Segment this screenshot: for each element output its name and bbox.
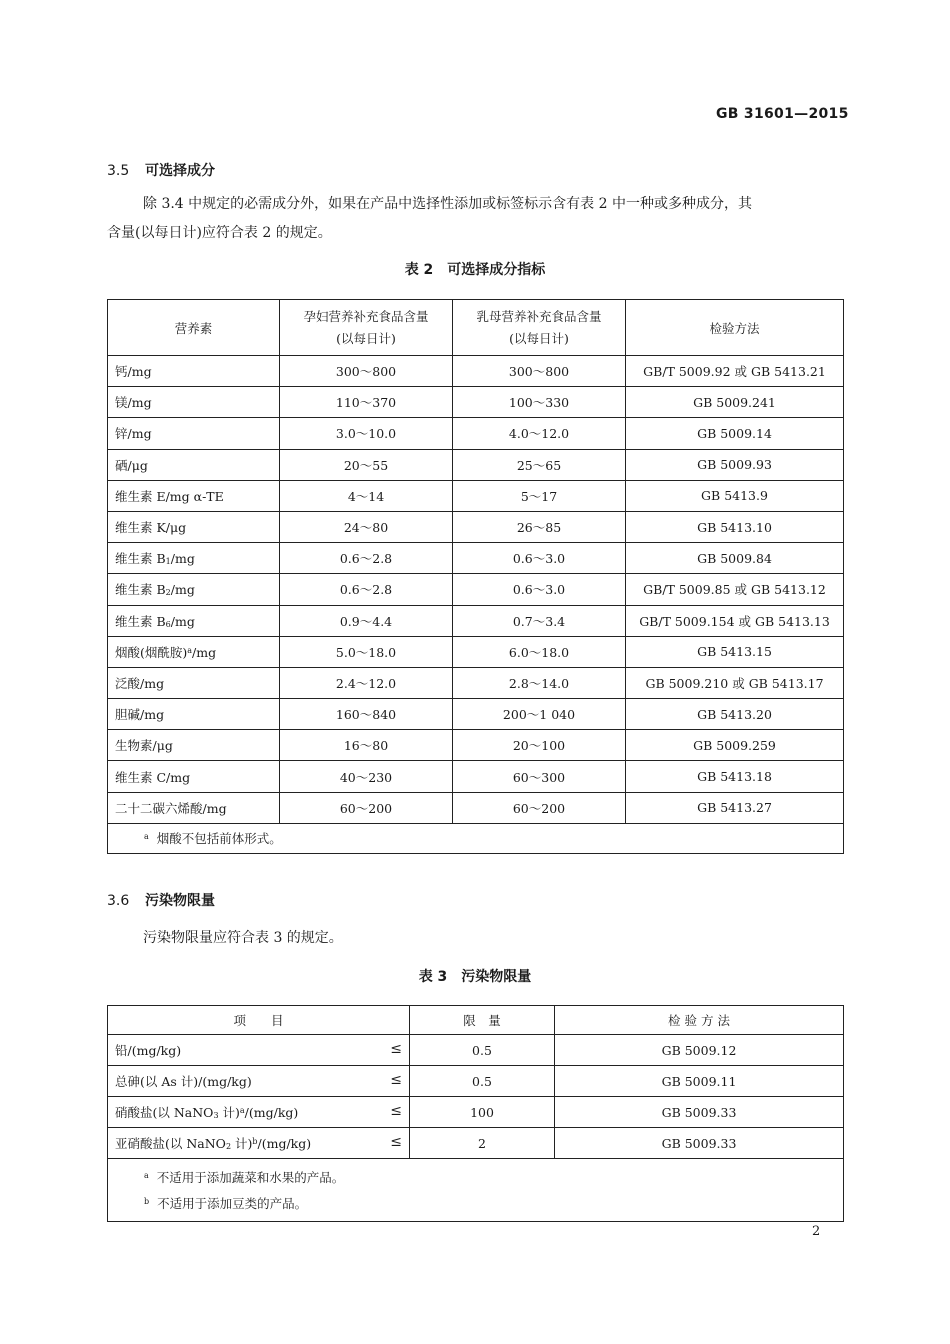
cell-lactating: 26～85 — [453, 511, 626, 542]
table-row — [108, 574, 844, 605]
table-row — [108, 1066, 844, 1097]
cell-pregnant: 24～80 — [280, 511, 453, 542]
cell-item — [108, 1066, 410, 1097]
cell-lactating: 60～300 — [453, 761, 626, 792]
table-row — [108, 667, 844, 698]
cell-text: /mg — [170, 551, 195, 567]
header-nutrient: 营养素 — [108, 300, 280, 356]
table-row — [108, 792, 844, 823]
header-line: (以每日计) — [336, 330, 396, 346]
table-note — [144, 1164, 836, 1190]
table-row — [108, 699, 844, 730]
cell-lactating: 200～1 040 — [453, 699, 626, 730]
cell-lactating: 0.6～3.0 — [453, 574, 626, 605]
table-row — [108, 356, 844, 387]
cell-nutrient — [108, 667, 280, 698]
cell-pregnant: 0.6～2.8 — [280, 543, 453, 574]
table-header-row — [108, 300, 844, 356]
cell-nutrient — [108, 605, 280, 636]
cell-lactating: 0.6～3.0 — [453, 543, 626, 574]
cell-nutrient — [108, 730, 280, 761]
cell-lactating: 60～200 — [453, 792, 626, 823]
cell-method: GB 5009.14 — [626, 418, 844, 449]
subscript: 1 — [165, 557, 171, 567]
cell-lactating: 4.0～12.0 — [453, 418, 626, 449]
note-marker: a — [144, 1171, 149, 1180]
cell-nutrient — [108, 574, 280, 605]
paragraph-line: 含量(以每日计)应符合表 2 的规定。 — [107, 225, 332, 241]
cell-lactating: 0.7～3.4 — [453, 605, 626, 636]
cell-nutrient — [108, 699, 280, 730]
cell-text: 二十二碳六烯酸/mg — [115, 800, 227, 816]
cell-nutrient — [108, 356, 280, 387]
header-line: (以每日计) — [509, 330, 569, 346]
cell-nutrient — [108, 511, 280, 542]
cell-pregnant: 4～14 — [280, 480, 453, 511]
cell-text: 亚硝酸盐(以 NaNO — [115, 1136, 226, 1151]
cell-text: /mg — [170, 613, 195, 629]
cell-method: GB 5413.9 — [626, 480, 844, 511]
cell-text: 生物素/μg — [115, 738, 173, 754]
cell-lactating: 2.8～14.0 — [453, 667, 626, 698]
subscript: 3 — [213, 1111, 219, 1120]
le-symbol: ≤ — [390, 1041, 402, 1057]
cell-text: 硒/μg — [115, 457, 148, 473]
cell-text: 硝酸盐(以 NaNO — [115, 1105, 214, 1120]
cell-lactating: 100～330 — [453, 387, 626, 418]
section-3-6-heading — [107, 890, 215, 910]
cell-text: 维生素 B — [115, 582, 166, 598]
section-3-6-paragraph: 污染物限量应符合表 3 的规定。 — [143, 930, 343, 946]
cell-lactating: 20～100 — [453, 730, 626, 761]
table-row — [108, 730, 844, 761]
subscript: 6 — [165, 619, 171, 629]
cell-lactating: 6.0～18.0 — [453, 636, 626, 667]
note-text: 烟酸不包括前体形式。 — [156, 831, 282, 847]
cell-pregnant: 2.4～12.0 — [280, 667, 453, 698]
cell-pregnant: 40～230 — [280, 761, 453, 792]
table-3 — [107, 1005, 844, 1222]
section-number: 3.5 — [107, 163, 130, 179]
cell-nutrient — [108, 387, 280, 418]
cell-text: 烟酸(烟酰胺) — [115, 644, 188, 660]
paragraph-line: 除 3.4 中规定的必需成分外，如果在产品中选择性添加或标签标示含有表 2 中一种或多种成分，其 — [143, 196, 752, 212]
table-row — [108, 1097, 844, 1128]
cell-text: 镁/mg — [115, 395, 152, 411]
table-row — [108, 761, 844, 792]
cell-lactating: 300～800 — [453, 356, 626, 387]
cell-text: 维生素 B — [115, 613, 166, 629]
cell-nutrient — [108, 480, 280, 511]
cell-text: /mg — [170, 582, 195, 598]
cell-text: 维生素 C/mg — [115, 769, 191, 785]
note-text: 不适用于添加豆类的产品。 — [157, 1196, 308, 1211]
cell-method: GB 5009.33 — [555, 1097, 844, 1128]
superscript: a — [239, 1106, 245, 1115]
section-3-5-heading — [107, 160, 215, 180]
cell-method: GB/T 5009.92 或 GB 5413.21 — [626, 356, 844, 387]
le-symbol: ≤ — [390, 1134, 402, 1150]
cell-method: GB 5009.241 — [626, 387, 844, 418]
cell-nutrient — [108, 418, 280, 449]
cell-text: 维生素 B — [115, 551, 166, 567]
cell-limit: 100 — [410, 1097, 555, 1128]
cell-text: 钙/mg — [115, 364, 152, 380]
table-row — [108, 605, 844, 636]
cell-text: /(mg/kg) — [257, 1136, 312, 1151]
cell-pregnant: 5.0～18.0 — [280, 636, 453, 667]
cell-lactating: 5～17 — [453, 480, 626, 511]
cell-method: GB 5413.27 — [626, 792, 844, 823]
cell-text: 计) — [218, 1105, 240, 1120]
table-2 — [107, 299, 844, 854]
cell-text: 总砷(以 As 计)/(mg/kg) — [115, 1074, 252, 1089]
section-number: 3.6 — [107, 893, 130, 909]
cell-pregnant: 3.0～10.0 — [280, 418, 453, 449]
header-item: 项 目 — [108, 1006, 410, 1035]
header-limit: 限 量 — [410, 1006, 555, 1035]
cell-text: 铅/(mg/kg) — [115, 1043, 182, 1058]
cell-text: 胆碱/mg — [115, 707, 165, 723]
note-text: 不适用于添加蔬菜和水果的产品。 — [156, 1170, 345, 1185]
cell-method: GB 5009.93 — [626, 449, 844, 480]
subscript: 2 — [225, 1142, 232, 1151]
cell-method: GB 5009.33 — [555, 1128, 844, 1159]
table-row — [108, 480, 844, 511]
le-symbol: ≤ — [390, 1072, 402, 1088]
cell-method: GB 5413.15 — [626, 636, 844, 667]
page-number: 2 — [812, 1224, 821, 1239]
header-lactating — [453, 300, 626, 356]
header-line: 孕妇营养补充食品含量 — [303, 308, 429, 324]
superscript: a — [187, 645, 193, 655]
table-row — [108, 511, 844, 542]
header-method: 检 验 方 法 — [555, 1006, 844, 1035]
table-row — [108, 636, 844, 667]
cell-method: GB/T 5009.85 或 GB 5413.12 — [626, 574, 844, 605]
subscript: 2 — [165, 588, 171, 598]
header-method: 检验方法 — [626, 300, 844, 356]
cell-pregnant: 0.6～2.8 — [280, 574, 453, 605]
cell-limit: 0.5 — [410, 1066, 555, 1097]
cell-nutrient — [108, 761, 280, 792]
cell-nutrient — [108, 792, 280, 823]
section-title: 可选择成分 — [145, 163, 215, 179]
cell-text: 维生素 K/μg — [115, 520, 187, 536]
cell-method: GB 5009.210 或 GB 5413.17 — [626, 667, 844, 698]
cell-nutrient — [108, 543, 280, 574]
cell-pregnant: 110～370 — [280, 387, 453, 418]
cell-text: 锌/mg — [115, 426, 152, 442]
cell-text: /mg — [192, 644, 217, 660]
cell-pregnant: 300～800 — [280, 356, 453, 387]
table-row — [108, 449, 844, 480]
header-line: 乳母营养补充食品含量 — [476, 308, 602, 324]
table-2-caption: 表 2 可选择成分指标 — [404, 262, 546, 278]
standard-code: GB 31601—2015 — [716, 106, 849, 122]
cell-limit: 2 — [410, 1128, 555, 1159]
table-header-row — [108, 1006, 844, 1035]
section-title: 污染物限量 — [145, 893, 215, 909]
cell-item — [108, 1097, 410, 1128]
cell-text: /(mg/kg) — [244, 1105, 299, 1120]
cell-method: GB 5413.20 — [626, 699, 844, 730]
cell-method: GB 5413.10 — [626, 511, 844, 542]
table-note — [144, 1190, 836, 1216]
cell-text: 泛酸/mg — [115, 675, 165, 691]
table-row — [108, 1128, 844, 1159]
cell-pregnant: 16～80 — [280, 730, 453, 761]
cell-pregnant: 20～55 — [280, 449, 453, 480]
table-note-row — [108, 1159, 844, 1222]
cell-pregnant: 160～840 — [280, 699, 453, 730]
superscript: b — [252, 1137, 258, 1146]
table-row — [108, 387, 844, 418]
header-pregnant — [280, 300, 453, 356]
cell-text: 维生素 E/mg α-TE — [115, 488, 224, 504]
cell-lactating: 25～65 — [453, 449, 626, 480]
cell-nutrient — [108, 636, 280, 667]
le-symbol: ≤ — [390, 1103, 402, 1119]
cell-nutrient — [108, 449, 280, 480]
table-3-caption: 表 3 污染物限量 — [418, 969, 532, 985]
cell-method: GB 5009.84 — [626, 543, 844, 574]
table-row — [108, 1035, 844, 1066]
note-marker: a — [144, 832, 149, 842]
cell-method: GB 5009.11 — [555, 1066, 844, 1097]
cell-item — [108, 1128, 410, 1159]
table-row — [108, 418, 844, 449]
cell-item — [108, 1035, 410, 1066]
cell-method: GB 5009.259 — [626, 730, 844, 761]
cell-method: GB 5413.18 — [626, 761, 844, 792]
table-note — [108, 823, 844, 853]
section-3-5-paragraph — [107, 190, 847, 248]
table-row — [108, 543, 844, 574]
cell-limit: 0.5 — [410, 1035, 555, 1066]
table-notes — [108, 1159, 844, 1222]
note-marker: b — [144, 1197, 150, 1206]
cell-method: GB/T 5009.154 或 GB 5413.13 — [626, 605, 844, 636]
cell-pregnant: 0.9～4.4 — [280, 605, 453, 636]
cell-text: 计) — [231, 1136, 253, 1151]
cell-method: GB 5009.12 — [555, 1035, 844, 1066]
cell-pregnant: 60～200 — [280, 792, 453, 823]
table-note-row — [108, 823, 844, 853]
